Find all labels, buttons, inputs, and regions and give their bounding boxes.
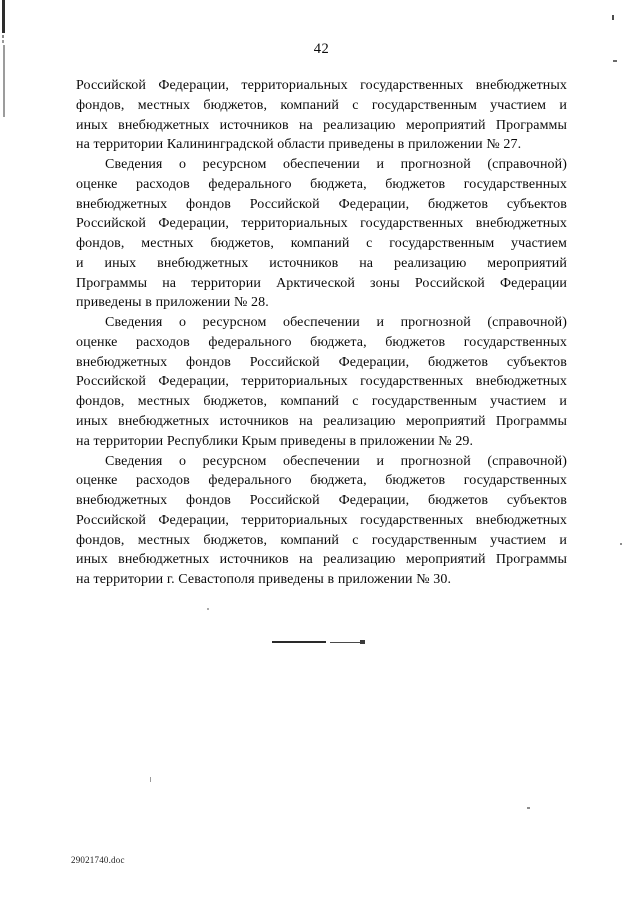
text-line: оценке расходов федерального бюджета, бюджетов государственных xyxy=(76,176,567,192)
text-line: внебюджетных фондов Российской Федерации, бюджетов субъектов xyxy=(76,196,567,212)
text-line: Сведения о ресурсном обеспечении и прогнозной (справочной) xyxy=(105,157,567,173)
scan-speck xyxy=(207,608,209,610)
text-line: иных внебюджетных источников на реализацию мероприятий Программы xyxy=(76,117,567,133)
scan-left-border-segment xyxy=(3,45,5,117)
scan-speck xyxy=(527,807,530,809)
scan-speck xyxy=(620,543,622,545)
text-line: Российской Федерации, территориальных государственных внебюджетных xyxy=(76,512,567,528)
footer-filename: 29021740.doc xyxy=(71,855,125,865)
body-text xyxy=(76,76,567,590)
text-line: фондов, местных бюджетов, компаний с государственным участием и xyxy=(76,532,567,548)
text-line: Сведения о ресурсном обеспечении и прогнозной (справочной) xyxy=(105,315,567,331)
text-line: на территории Калининградской области приведены в приложении № 27. xyxy=(76,137,522,153)
text-line: на территории г. Севастополя приведены в приложении № 30. xyxy=(76,572,452,588)
text-line: фондов, местных бюджетов, компаний с государственным участием и xyxy=(76,394,567,410)
text-line: фондов, местных бюджетов, компаний с государственным участием xyxy=(76,236,567,252)
text-line: внебюджетных фондов Российской Федерации, бюджетов субъектов xyxy=(76,493,567,509)
scan-speck xyxy=(150,777,151,782)
horizontal-rule xyxy=(330,642,361,643)
page-number: 42 xyxy=(313,41,330,57)
scan-left-border-segment xyxy=(2,0,5,33)
text-line: оценке расходов федерального бюджета, бюджетов государственных xyxy=(76,334,567,350)
scan-speck xyxy=(613,60,617,62)
text-line: приведены в приложении № 28. xyxy=(76,295,269,311)
text-line: фондов, местных бюджетов, компаний с государственным участием и xyxy=(76,97,567,113)
text-line: Российской Федерации, территориальных государственных внебюджетных xyxy=(76,78,567,93)
text-line: Программы на территории Арктической зоны Российской Федерации xyxy=(76,275,567,291)
text-line: внебюджетных фондов Российской Федерации, бюджетов субъектов xyxy=(76,354,567,370)
text-line: иных внебюджетных источников на реализацию мероприятий Программы xyxy=(76,414,567,430)
scan-speck xyxy=(612,15,614,20)
text-line: на территории Республики Крым приведены в приложении № 29. xyxy=(76,433,474,449)
text-line: оценке расходов федерального бюджета, бюджетов государственных xyxy=(76,473,567,489)
text-line: Сведения о ресурсном обеспечении и прогнозной (справочной) xyxy=(105,453,567,469)
text-line: Российской Федерации, территориальных государственных внебюджетных xyxy=(76,374,567,390)
text-line: иных внебюджетных источников на реализацию мероприятий Программы xyxy=(76,552,567,568)
horizontal-rule-end xyxy=(360,640,365,644)
text-line: и иных внебюджетных источников на реализацию мероприятий xyxy=(76,255,567,271)
scan-left-border-dash xyxy=(2,35,4,38)
horizontal-rule xyxy=(272,641,326,643)
scan-left-border-dash xyxy=(2,40,4,43)
text-line: Российской Федерации, территориальных государственных внебюджетных xyxy=(76,216,567,232)
